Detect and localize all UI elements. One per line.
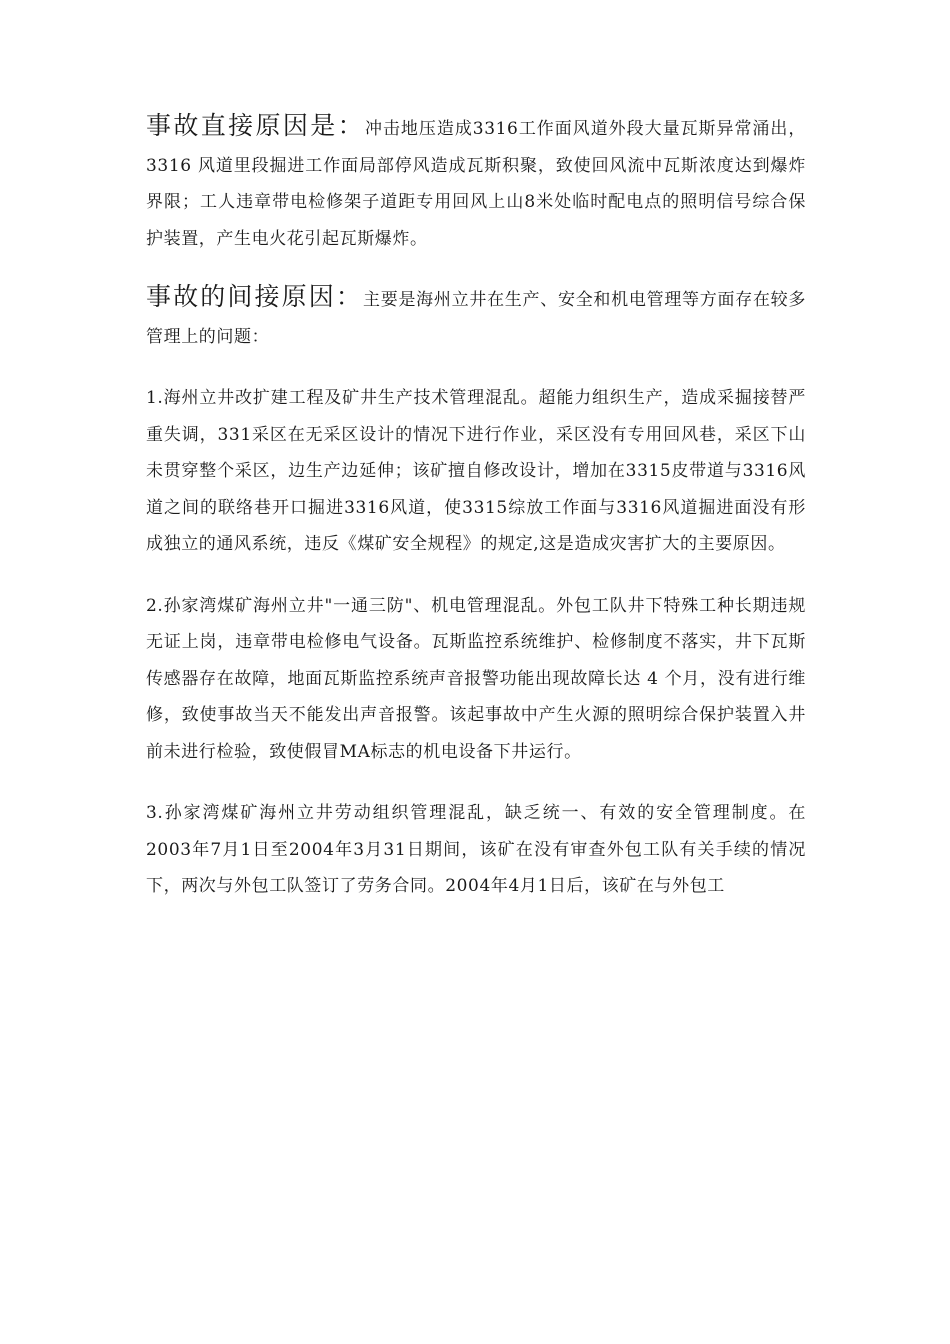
cause-item-3: 3.孙家湾煤矿海州立井劳动组织管理混乱，缺乏统一、有效的安全管理制度。在2003年7月1日至2004年3月31日期间，该矿在没有审查外包工队有关手续的情况下，两次与外包工队签订了劳务合同。2004年4月1日后，该矿在与外包工: [146, 803, 806, 896]
direct-cause-text: 冲击地压造成3316工作面风道外段大量瓦斯异常涌出，3316 风道里段掘进工作面局部停风造成瓦斯积聚，致使回风流中瓦斯浓度达到爆炸界限；工人违章带电检修架子道距专用回风上山8米处临时配电点的照明信号综合保护装置，产生电火花引起瓦斯爆炸。: [146, 119, 806, 249]
cause-item-1: 1.海州立井改扩建工程及矿井生产技术管理混乱。超能力组织生产，造成采掘接替严重失调，331采区在无采区设计的情况下进行作业，采区没有专用回风巷，采区下山未贯穿整个采区，边生产边延伸；该矿擅自修改设计，增加在3315皮带道与3316风道之间的联络巷开口掘进3316风道，使3315综放工作面与3316风道掘进面没有形成独立的通风系统，违反《煤矿安全规程》的规定,这是造成灾害扩大的主要原因。: [146, 388, 806, 554]
document-body: [146, 108, 806, 905]
direct-cause-paragraph: [146, 108, 806, 257]
direct-cause-heading: 事故直接原因是：: [146, 111, 365, 140]
indirect-cause-heading: 事故的间接原因：: [146, 282, 363, 311]
indirect-cause-paragraph: [146, 279, 806, 355]
cause-item-2: 2.孙家湾煤矿海州立井"一通三防"、机电管理混乱。外包工队井下特殊工种长期违规无证上岗，违章带电检修电气设备。瓦斯监控系统维护、检修制度不落实，井下瓦斯传感器存在故障，地面瓦斯监控系统声音报警功能出现故障长达 4 个月，没有进行维修，致使事故当天不能发出声音报警。该起事故中产生火源的照明综合保护装置入井前未进行检验，致使假冒MA标志的机电设备下井运行。: [146, 595, 806, 762]
indirect-cause-text: 主要是海州立井在生产、安全和机电管理等方面存在较多管理上的问题：: [146, 290, 806, 347]
